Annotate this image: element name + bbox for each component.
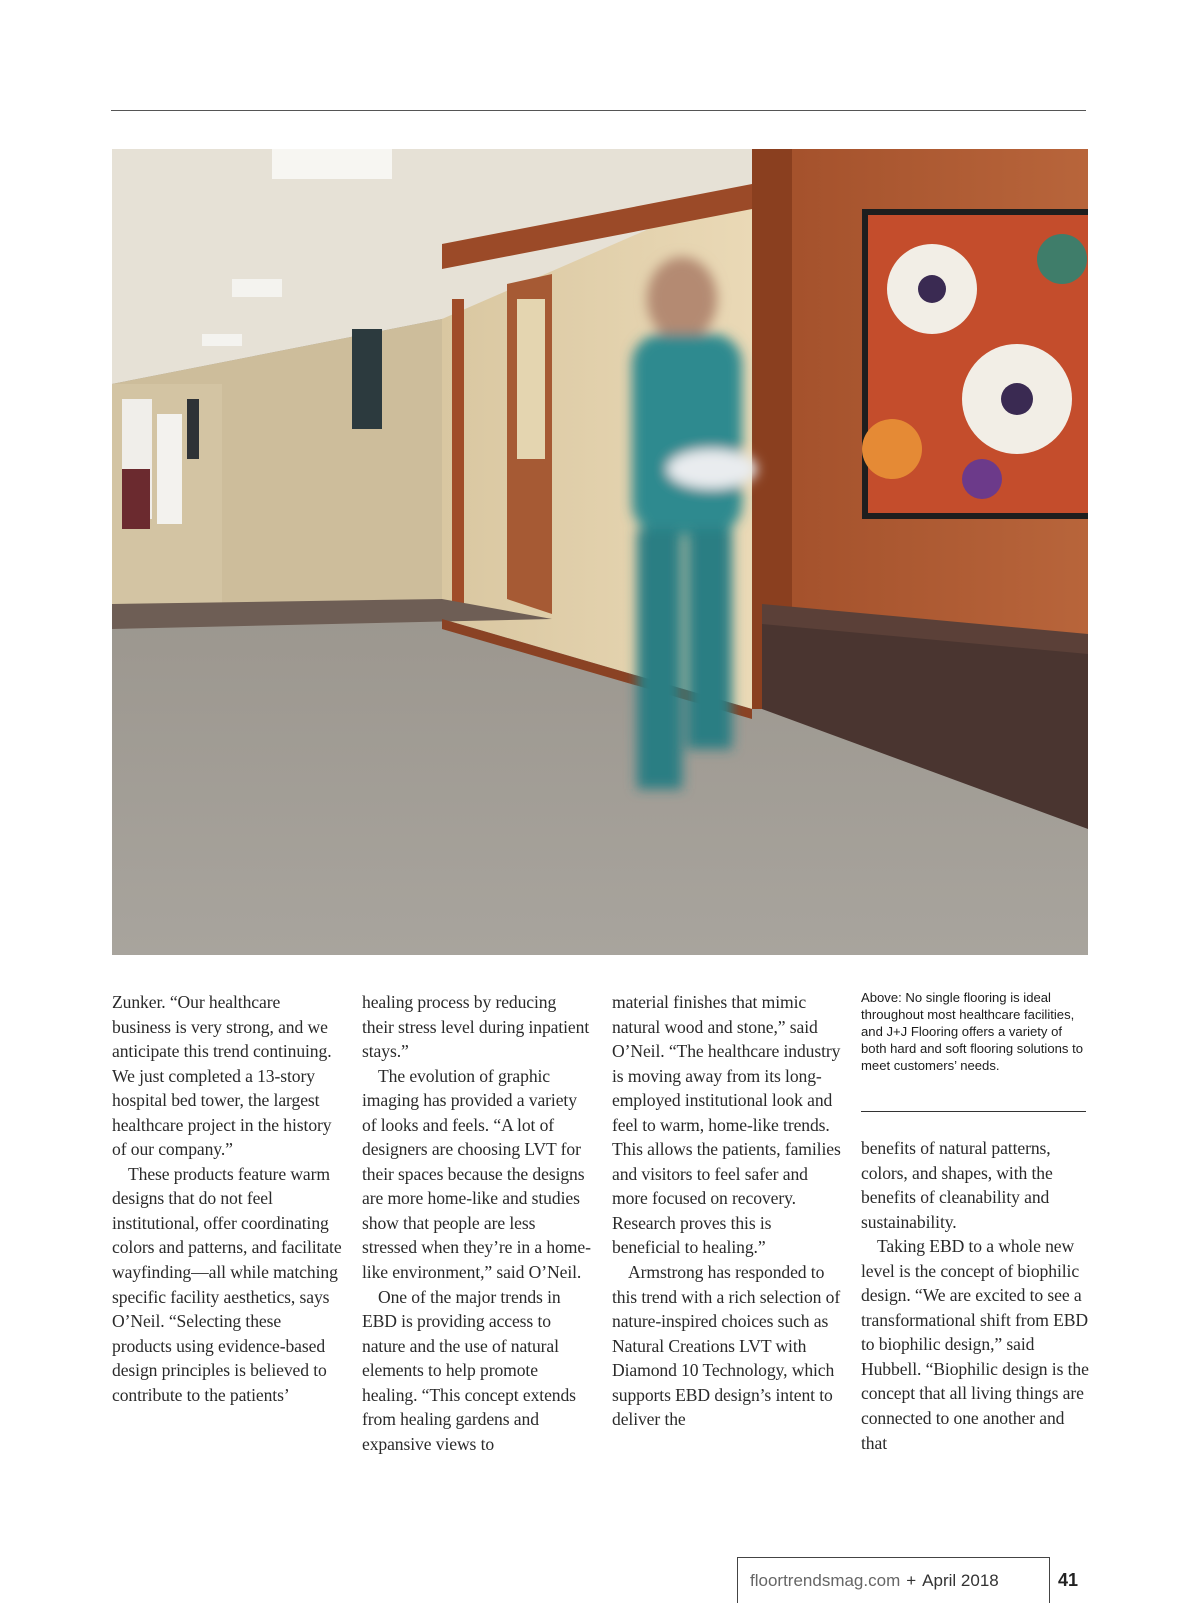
page-number: 41	[1058, 1570, 1079, 1590]
caption-rule	[861, 1111, 1086, 1112]
paragraph: benefits of natural patterns, colors, and shapes, with the benefits of cleanability and sustainability.	[861, 1138, 1053, 1232]
footer-date: April 2018	[922, 1571, 999, 1590]
text-column-1	[112, 990, 342, 1407]
footer-separator: +	[906, 1571, 917, 1590]
paragraph: Taking EBD to a whole new level is the concept of biophilic design. “We are excited to see a transformational shift from EBD to biophilic design,” said Hubbell. “Biophilic design is the concept that all living things are connected to one another and that	[861, 1236, 1089, 1453]
photo-caption: Above: No single flooring is ideal throughout most healthcare facilities, and J+J Flooring offers a variety of both hard and soft flooring solutions to meet customers’ needs.	[861, 990, 1084, 1073]
footer-folio	[750, 1571, 999, 1591]
text-column-3	[612, 990, 842, 1432]
paragraph: healing process by reducing their stress level during inpatient stays.”	[362, 992, 590, 1062]
paragraph: Armstrong has responded to this trend with a rich selection of nature-inspired choices such as Natural Creations LVT with Diamond 10 Technology, which supports EBD design’s intent to deliver the	[612, 1262, 841, 1430]
paragraph: The evolution of graphic imaging has provided a variety of looks and feels. “A lot of designers are choosing LVT for their spaces because the designs are more home-like and studies show that people are less stressed when they’re in a home-like environment,” said O’Neil.	[362, 1065, 591, 1283]
paragraph: These products feature warm designs that do not feel institutional, offer coordinating colors and patterns, and facilitate wayfinding—all while matching specific facility aesthetics, says O’Neil. “Selecting these products using evidence-based design principles is believed to contribute to the patients’	[112, 1163, 342, 1405]
paragraph: material finishes that mimic natural wood and stone,” said O’Neil. “The healthcare industry is moving away from its long-employed institutional look and feel to warm, home-like trends. This allows the patients, families and visitors to feel safer and more focused on recovery. Research proves this is beneficial to healing.”	[612, 992, 841, 1258]
text-column-2	[362, 990, 592, 1456]
paragraph: One of the major trends in EBD is providing access to nature and the use of natural elements to help promote healing. “This concept extends from healing gardens and expansive views to	[362, 1286, 576, 1454]
top-rule	[111, 110, 1086, 111]
text-column-4	[861, 1136, 1091, 1455]
footer-site[interactable]: floortrendsmag.com	[750, 1571, 901, 1590]
hospital-corridor-photo	[112, 149, 1088, 955]
paragraph: Zunker. “Our healthcare business is very strong, and we anticipate this trend continuing. We just completed a 13-story hospital bed tower, the largest healthcare project in the history of our company.”	[112, 992, 332, 1160]
